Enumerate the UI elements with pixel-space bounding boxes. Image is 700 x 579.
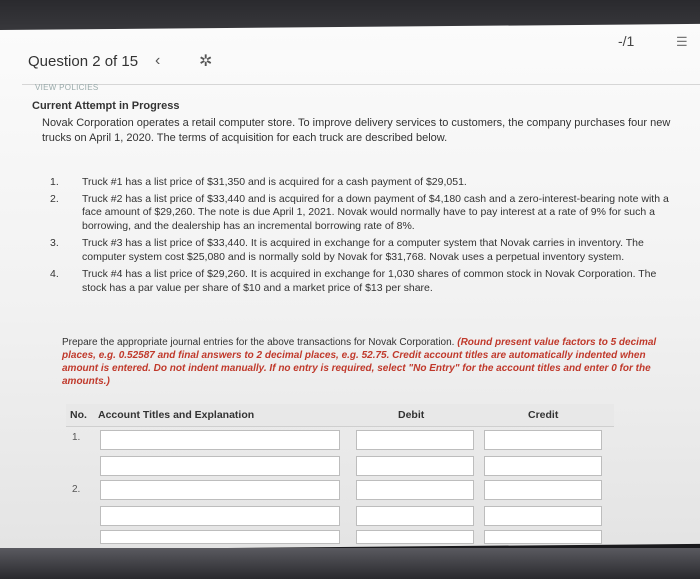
debit-input[interactable] bbox=[356, 506, 474, 526]
chevron-left-icon[interactable]: ‹ bbox=[155, 52, 161, 69]
debit-input[interactable] bbox=[356, 430, 474, 450]
truck-list bbox=[50, 176, 670, 295]
col-debit-header: Debit bbox=[398, 409, 425, 421]
list-item bbox=[50, 176, 670, 190]
item-number: 4. bbox=[50, 268, 59, 280]
item-text: Truck #1 has a list price of $31,350 and is acquired for a cash payment of $29,051. bbox=[82, 176, 467, 188]
table-header bbox=[66, 404, 614, 427]
bottom-bezel bbox=[0, 548, 700, 579]
account-title-input[interactable] bbox=[100, 480, 340, 500]
account-title-input[interactable] bbox=[100, 430, 340, 450]
credit-input[interactable] bbox=[484, 430, 602, 450]
score-display: -/1 bbox=[618, 33, 635, 49]
account-title-input[interactable] bbox=[100, 506, 340, 526]
question-label: Question 2 of 15 bbox=[28, 53, 139, 70]
col-account-header: Account Titles and Explanation bbox=[98, 409, 255, 421]
item-text: Truck #4 has a list price of $29,260. It is acquired in exchange for 1,030 shares of common stock in Novak Corporation. The stock has a par value per share of $10 and a market price of $13 per share. bbox=[82, 268, 657, 294]
instructions-note: (Round present value factors to 5 decimal places, e.g. 0.52587 and final answers to 2 decimal places, e.g. 52.75. Credit account titles are automatically indented when amount is entered. Do not indent manually. If no entry is required, select "No Entry" for the account titles and enter 0 for the amounts.) bbox=[62, 337, 657, 387]
credit-input[interactable] bbox=[484, 530, 602, 544]
item-number: 3. bbox=[50, 237, 59, 249]
item-text: Truck #2 has a list price of $33,440 and is acquired for a down payment of $4,180 cash and a zero-interest-bearing note with a face amount of $29,260. The note is due April 1, 2021. Novak would normally have to pay interest at a rate of 9% for such a borrowing, and the dealership has an incremental borrowing rate of 8%. bbox=[82, 192, 669, 232]
col-credit-header: Credit bbox=[528, 409, 559, 421]
instructions bbox=[62, 336, 662, 388]
credit-input[interactable] bbox=[484, 506, 602, 526]
list-item bbox=[50, 237, 670, 264]
pin-icon[interactable]: ✲ bbox=[199, 53, 213, 70]
journal-entry-table bbox=[66, 404, 614, 544]
question-header bbox=[22, 46, 700, 85]
col-no-header: No. bbox=[70, 409, 87, 421]
row-number: 1. bbox=[72, 432, 81, 443]
account-title-input[interactable] bbox=[100, 456, 340, 476]
problem-intro: Novak Corporation operates a retail computer store. To improve delivery services to customers, the company purchases four new trucks on April 1, 2020. The terms of acquisition for each truck are described below. bbox=[42, 117, 671, 144]
account-title-input[interactable] bbox=[100, 530, 340, 544]
item-number: 2. bbox=[50, 192, 59, 205]
item-text: Truck #3 has a list price of $33,440. It is acquired in exchange for a computer system that Novak carries in inventory. The computer system cost $25,080 and is normally sold by Novak for $31,768. Novak uses a perpetual inventory system. bbox=[82, 237, 644, 263]
row-number: 2. bbox=[72, 484, 81, 495]
list-icon[interactable]: ☰ bbox=[676, 34, 688, 49]
debit-input[interactable] bbox=[356, 456, 474, 476]
list-item bbox=[50, 193, 670, 234]
list-item bbox=[50, 268, 670, 295]
debit-input[interactable] bbox=[356, 480, 474, 500]
credit-input[interactable] bbox=[484, 480, 602, 500]
attempt-status: Current Attempt in Progress bbox=[32, 100, 180, 112]
instructions-text: Prepare the appropriate journal entries for the above transactions for Novak Corporation. bbox=[62, 337, 458, 348]
item-number: 1. bbox=[50, 176, 59, 188]
debit-input[interactable] bbox=[356, 530, 474, 544]
view-policies-link[interactable]: VIEW POLICIES bbox=[35, 83, 99, 92]
credit-input[interactable] bbox=[484, 456, 602, 476]
